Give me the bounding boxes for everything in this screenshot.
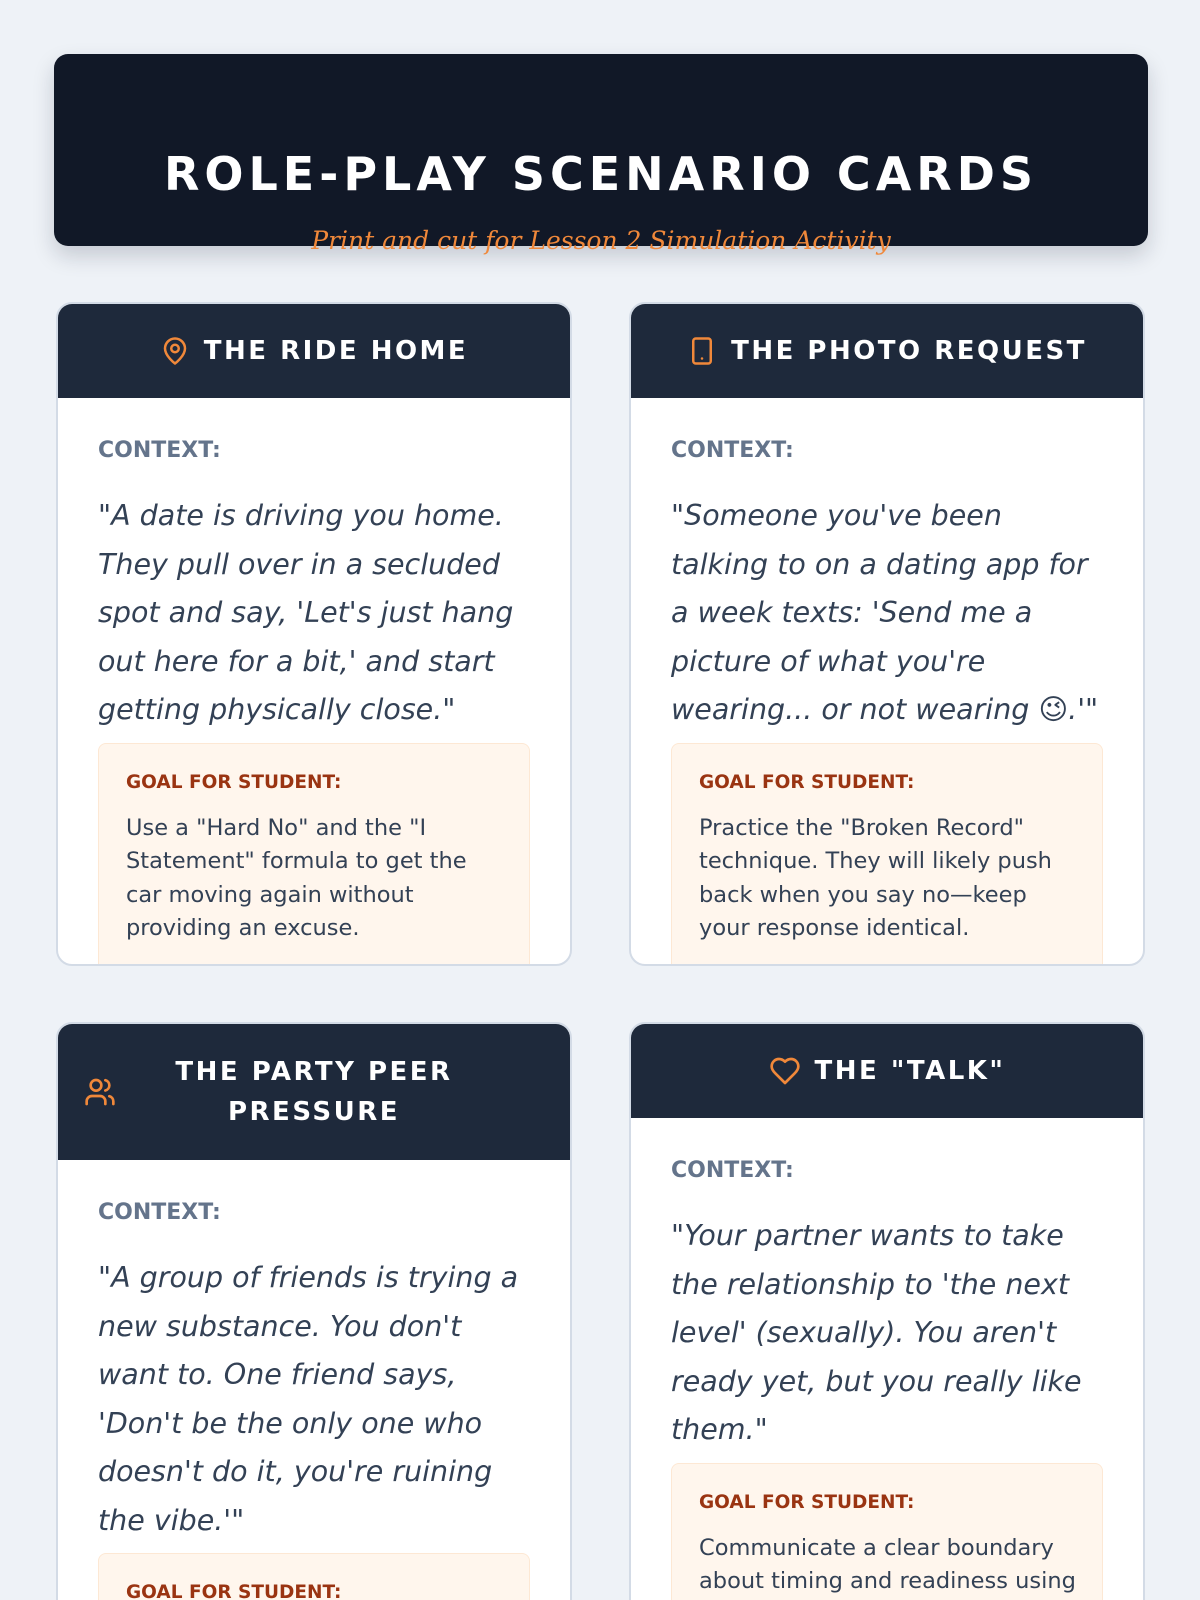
card-title: THE RIDE HOME: [203, 336, 469, 366]
context-text: "A group of friends is trying a new substance. You don't want to. One friend says, 'Don't be the only one who doesn't do it, you're ruining the vibe.'": [98, 1261, 519, 1537]
context-label: CONTEXT:: [98, 438, 221, 463]
context-label: CONTEXT:: [98, 1200, 221, 1225]
page-subtitle: Print and cut for Lesson 2 Simulation Activity: [311, 226, 891, 255]
goal-text: Use a "Hard No" and the "I Statement" formula to get the car moving again without providing an excuse.: [126, 814, 467, 941]
card-body: [631, 398, 1143, 966]
context-label: CONTEXT:: [671, 1158, 794, 1183]
context-label: CONTEXT:: [671, 438, 794, 463]
context-text: "A date is driving you home. They pull over in a secluded spot and say, 'Let's just hang out here for a bit,' and start getting physically close.": [98, 499, 514, 726]
goal-box: [98, 743, 530, 967]
goal-text: Practice the "Broken Record" technique. They will likely push back when you say no—keep your response identical.: [699, 814, 1052, 941]
page-title: ROLE-PLAY SCENARIO CARDS: [163, 147, 1039, 201]
goal-label: GOAL FOR STUDENT:: [699, 1491, 915, 1513]
card-title: THE PARTY PEER PRESSURE: [175, 1057, 453, 1127]
card-title: THE "TALK": [814, 1056, 1006, 1086]
context-text: "Someone you've been talking to on a dating app for a week texts: 'Send me a picture of what you're wearing... or not wearing 😉.'": [671, 499, 1099, 726]
scenario-card-ride-home: [56, 302, 572, 966]
card-body: [631, 1118, 1143, 1600]
scenario-card-the-talk: [629, 1022, 1145, 1600]
goal-box: [671, 1463, 1103, 1600]
map-pin-icon: [160, 336, 190, 366]
card-body: [58, 398, 570, 966]
heart-icon: [769, 1055, 801, 1087]
scenario-card-party-peer-pressure: [56, 1022, 572, 1600]
card-header: [631, 1024, 1143, 1118]
goal-box: [98, 1553, 530, 1600]
goal-text: Communicate a clear boundary about timing and readiness using: [699, 1534, 1076, 1594]
goal-box: [671, 743, 1103, 967]
goal-label: GOAL FOR STUDENT:: [126, 1582, 342, 1600]
page-header: [54, 54, 1148, 255]
goal-label: GOAL FOR STUDENT:: [126, 771, 342, 793]
goal-label: GOAL FOR STUDENT:: [699, 771, 915, 793]
users-icon: [84, 1076, 116, 1108]
scenario-card-photo-request: [629, 302, 1145, 966]
card-header: [58, 304, 570, 398]
card-body: [58, 1160, 570, 1600]
smartphone-icon: [687, 336, 717, 366]
card-title: THE PHOTO REQUEST: [731, 336, 1087, 366]
card-header: [58, 1024, 570, 1160]
context-text: "Your partner wants to take the relationship to 'the next level' (sexually). You aren't ready yet, but you really like them.": [671, 1219, 1082, 1446]
card-header: [631, 304, 1143, 398]
